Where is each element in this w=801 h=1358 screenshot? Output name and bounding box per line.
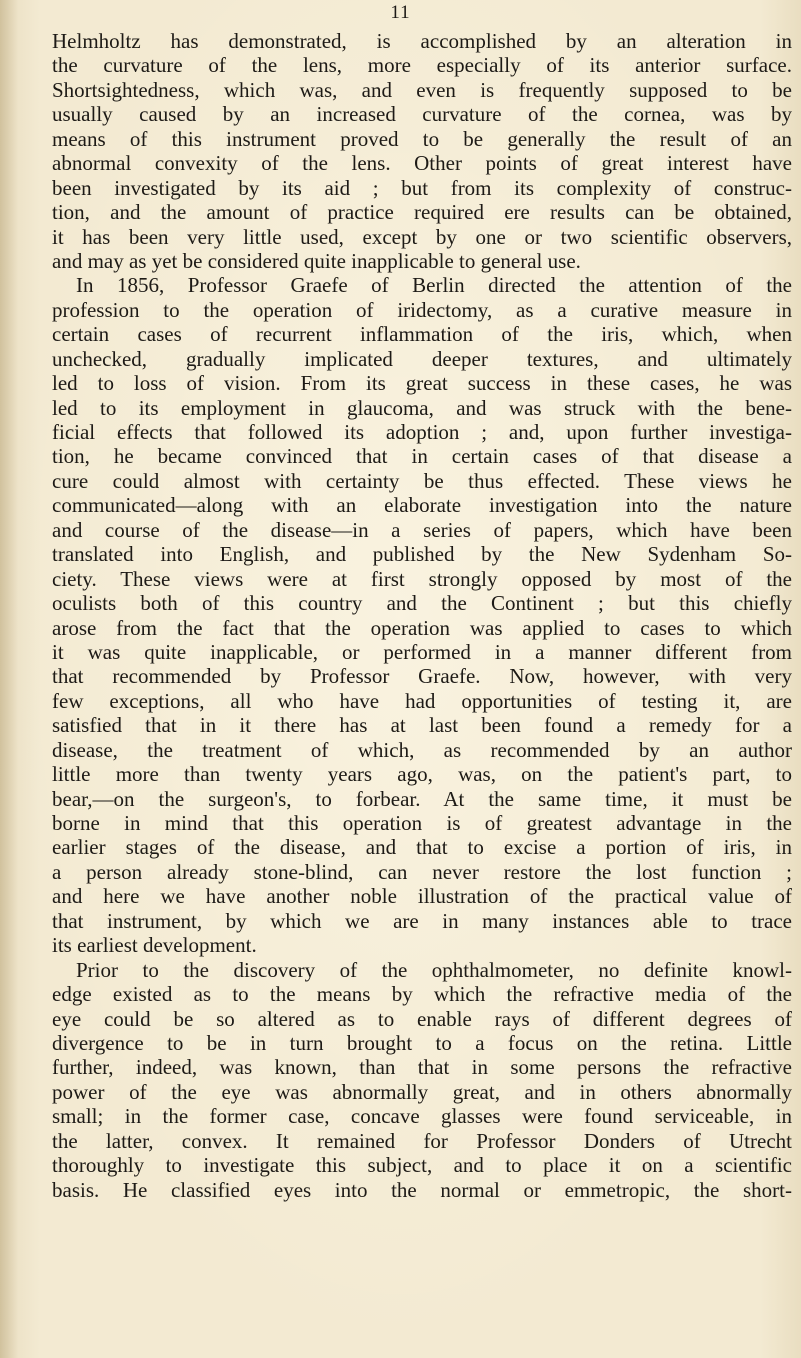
text-line: and may as yet be considered quite inapplicable to general use. [52, 248, 581, 273]
text-line: disease, the treatment of which, as recommended by an author [52, 737, 792, 762]
text-line: borne in mind that this operation is of greatest advantage in the [52, 811, 792, 835]
text-line: oculists both of this country and the Continent ; but this chiefly [52, 591, 792, 616]
text-line: basis. He classified eyes into the normal or emmetropic, the short- [52, 1177, 792, 1202]
text-line: the latter, convex. It remained for Professor Donders of Utrecht [52, 1128, 792, 1153]
body-text [52, 29, 792, 1202]
text-line: and here we have another noble illustration of the practical value of [52, 884, 792, 909]
page-edge-shadow [0, 0, 18, 1358]
text-line: usually caused by an increased curvature of the cornea, was by [52, 102, 792, 127]
text-line: Shortsightedness, which was, and even is frequently supposed to be [52, 77, 792, 102]
text-line: eye could be so altered as to enable rays of different degrees of [52, 1006, 792, 1031]
text-line: the curvature of the lens, more especially of its anterior surface. [52, 53, 792, 78]
text-line: power of the eye was abnormally great, and in others abnormally [52, 1079, 792, 1104]
text-line: cure could almost with certainty be thus effected. These views he [52, 468, 792, 493]
text-line: a person already stone-blind, can never restore the lost function ; [52, 859, 792, 884]
text-line: it was quite inapplicable, or performed in a manner different from [52, 639, 792, 664]
text-line: bear,—on the surgeon's, to forbear. At the same time, it must be [52, 786, 792, 811]
text-line: Helmholtz has demonstrated, is accomplished by an alteration in [52, 29, 792, 53]
text-line: ficial effects that followed its adoption ; and, upon further investiga- [52, 420, 792, 444]
text-line: certain cases of recurrent inflammation of the iris, which, when [52, 322, 792, 347]
text-line: thoroughly to investigate this subject, and to place it on a scientific [52, 1153, 792, 1178]
text-line: led to its employment in glaucoma, and was struck with the bene- [52, 395, 792, 420]
text-line: that instrument, by which we are in many instances able to trace [52, 908, 792, 933]
text-line: communicated—along with an elaborate investigation into the nature [52, 493, 792, 518]
text-line: In 1856, Professor Graefe of Berlin directed the attention of the [76, 273, 792, 298]
text-line: tion, and the amount of practice required ere results can be obtained, [52, 200, 792, 225]
text-line: divergence to be in turn brought to a focus on the retina. Little [52, 1030, 792, 1055]
text-line: little more than twenty years ago, was, on the patient's part, to [52, 762, 792, 787]
text-line: satisfied that in it there has at last been found a remedy for a [52, 713, 792, 738]
text-line: abnormal convexity of the lens. Other points of great interest have [52, 151, 792, 176]
text-line: small; in the former case, concave glasses were found serviceable, in [52, 1104, 792, 1129]
text-line: unchecked, gradually implicated deeper textures, and ultimately [52, 346, 792, 371]
text-line: been investigated by its aid ; but from its complexity of construc- [52, 175, 792, 200]
text-line: it has been very little used, except by one or two scientific observers, [52, 224, 792, 249]
text-line: edge existed as to the means by which the refractive media of the [52, 982, 792, 1007]
text-line: profession to the operation of iridectomy, as a curative measure in [52, 297, 792, 322]
text-line: translated into English, and published by the New Sydenham So- [52, 542, 792, 567]
page-number: 11 [390, 2, 411, 23]
text-line: Prior to the discovery of the ophthalmometer, no definite knowl- [76, 957, 792, 982]
text-line: earlier stages of the disease, and that to excise a portion of iris, in [52, 835, 792, 860]
text-line: its earliest development. [52, 933, 257, 958]
text-line: and course of the disease—in a series of papers, which have been [52, 517, 792, 542]
text-line: means of this instrument proved to be generally the result of an [52, 126, 792, 151]
text-line: few exceptions, all who have had opportunities of testing it, are [52, 688, 792, 713]
text-line: further, indeed, was known, than that in some persons the refractive [52, 1055, 792, 1080]
text-line: arose from the fact that the operation was applied to cases to which [52, 615, 792, 640]
text-line: led to loss of vision. From its great success in these cases, he was [52, 371, 792, 396]
text-line: ciety. These views were at first strongly opposed by most of the [52, 566, 792, 591]
text-line: tion, he became convinced that in certain cases of that disease a [52, 444, 792, 469]
text-line: that recommended by Professor Graefe. Now, however, with very [52, 664, 792, 689]
